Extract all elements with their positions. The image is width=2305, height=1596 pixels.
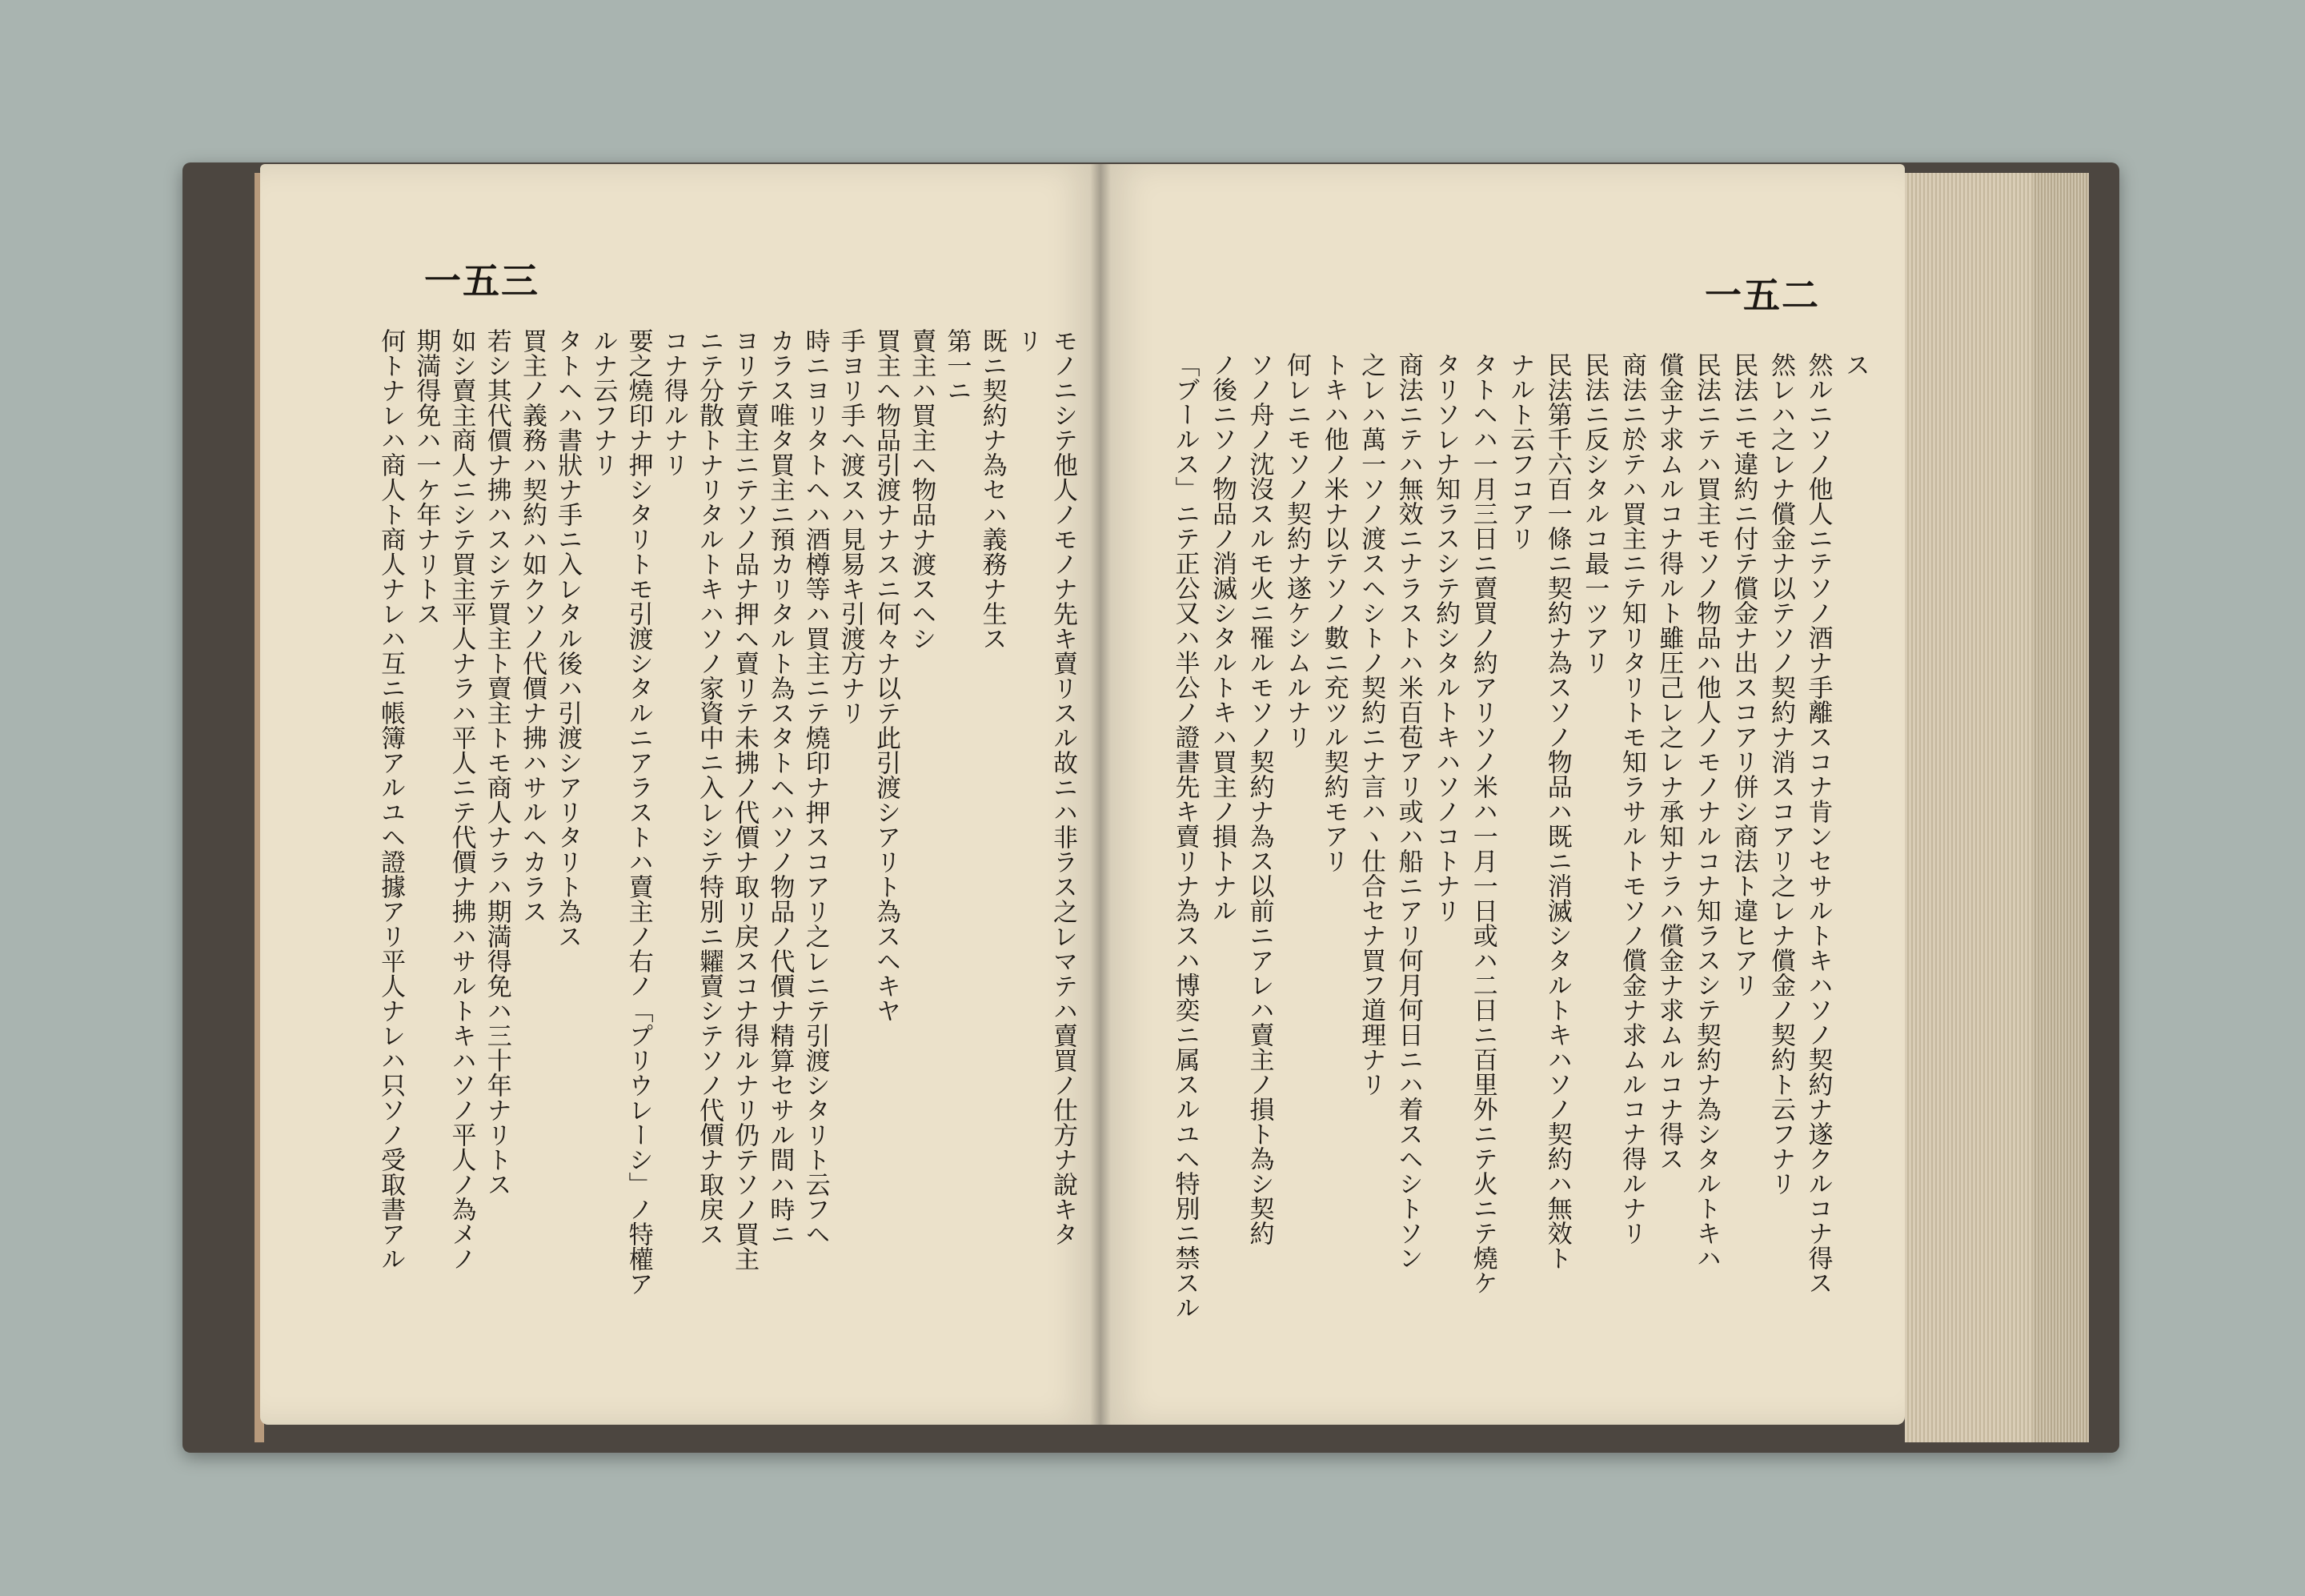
left-page-text [376,328,1080,1345]
text-line: 如シ賣主商人ニシテ買主平人ナラハ平人ニテ代價ナ拂ハサルトキハソノ平人ノ為メノ [447,328,476,1271]
left-page [260,164,1100,1425]
text-line: 民法ニ反シタルコ最一ツアリ [1580,352,1609,675]
text-line: ノ後ニソノ物品ノ消滅シタルトキハ買主ノ損トナル [1207,352,1237,923]
text-line: 何レニモソノ契約ナ遂ケシムルナリ [1282,352,1312,749]
text-line: 「ブールス」ニテ正公又ハ半公ノ證書先キ賣リナ為スハ博奕ニ属スルユヘ特別ニ禁スル [1170,352,1200,1320]
text-line: 第一ニ [942,328,972,403]
text-line: モノニシテ他人ノモノナ先キ賣リスル故ニハ非ラス之レマテハ賣買ノ仕方ナ說キタ [1048,328,1077,1246]
page-edges-back [2033,173,2089,1442]
text-line: 民法第千六百一條ニ契約ナ為スソノ物品ハ既ニ消滅シタルトキハソノ契約ハ無效ト [1542,352,1572,1270]
text-line: 民法ニモ違約ニ付テ償金ナ出スコアリ併シ商法ト違ヒアリ [1729,352,1758,997]
page-edges-right [1905,173,2033,1442]
right-page [1100,164,1905,1425]
text-line: ス [1841,352,1870,377]
text-line: タトヘハ書狀ナ手ニ入レタル後ハ引渡シアリタリト為ス [553,328,583,948]
text-line: 何トナレハ商人ト商人ナレハ互ニ帳簿アルユヘ證據アリ平人ナレハ只ソノ受取書アル [376,328,406,1271]
text-line: ヨリテ賣主ニテソノ品ナ押ヘ賣リテ未拂ノ代價ナ取リ戻スコナ得ルナリ仍テソノ買主 [730,328,760,1271]
text-line: ソノ舟ノ沈沒スルモ火ニ罹ルモソノ契約ナ為ス以前ニアレハ賣主ノ損ト為シ契約 [1245,352,1274,1245]
text-line: 然レハ之レナ償金ナ以テソノ契約ナ消スコアリ之レナ償金ノ契約ト云フナリ [1766,352,1795,1196]
text-line: 民法ニテハ買主モソノ物品ハ他人ノモノナルコナ知ラスシテ契約ナ為シタルトキハ [1691,352,1721,1270]
text-line: タリソレナ知ラスシテ約シタルトキハソノコトナリ [1431,352,1461,923]
text-line: 賣主ハ買主ヘ物品ナ渡スヘシ [907,328,936,651]
text-line: 然ルニソノ他人ニテソノ酒ナ手離スコナ肯ンセサルトキハソノ契約ナ遂クルコナ得ス [1803,352,1833,1295]
text-line: 手ヨリ手ヘ渡スハ見易キ引渡方ナリ [836,328,865,725]
text-line: ナルト云フコアリ [1505,352,1535,551]
text-line: 既ニ契約ナ為セハ義務ナ生ス [977,328,1007,651]
text-line: コナ得ルナリ [659,328,688,477]
text-line: リ [1012,328,1042,353]
text-line: ルナ云フナリ [588,328,618,477]
right-page-text [1169,352,1873,1337]
text-line: 期満得免ハ一ケ年ナリトス [411,328,441,626]
text-line: カラス唯タ買主ニ預カリタルト為スタトヘハソノ物品ノ代價ナ精算セサル間ハ時ニ [765,328,795,1246]
text-line: 時ニヨリタトヘハ酒樽等ハ買主ニテ燒印ナ押スコアリ之レニテ引渡シタリト云フヘ [800,328,830,1246]
left-page-number: 一五三 [424,259,539,303]
text-line: タトヘハ一月三日ニ賣買ノ約アリソノ米ハ一月一日或ハ二日ニ百里外ニテ火ニテ燒ケ [1468,352,1497,1295]
text-line: 要之燒印ナ押シタリトモ引渡シタルニアラストハ賣主ノ右ノ「プリウレーシ」ノ特權ア [623,328,653,1296]
text-line: 買主ヘ物品引渡ナナスニ何々ナ以テ此引渡シアリト為スヘキヤ [871,328,900,1023]
text-line: 若シ其代價ナ拂ハスシテ買主ト賣主トモ商人ナラハ期満得免ハ三十年ナリトス [482,328,511,1197]
right-page-number: 一五二 [1705,274,1820,317]
book-gutter [1090,164,1111,1425]
text-line: 償金ナ求ムルコナ得ルト雖圧己レ之レナ承知ナラハ償金ナ求ムルコナ得ス [1654,352,1684,1171]
text-line: 買主ノ義務ハ契約ハ如クソノ代價ナ拂ハサルヘカラス [517,328,547,924]
text-line: 商法ニ於テハ買主ニテ知リタリトモ知ラサルトモソノ償金ナ求ムルコナ得ルナリ [1617,352,1646,1245]
text-line: トキハ他ノ米ナ以テソノ數ニ充ツル契約モアリ [1319,352,1349,873]
text-line: 商法ニテハ無效ニナラストハ米百苞アリ或ハ船ニアリ何月何日ニハ着スヘシトソン [1393,352,1423,1270]
text-line: ニテ分散トナリタルトキハソノ家資中ニ入レシテ特別ニ糶賣シテソノ代價ナ取戻ス [694,328,724,1246]
text-line: 之レハ萬一ソノ渡スヘシトノ契約ニナ言ハヽ仕合セナ買フ道理ナリ [1357,352,1386,1097]
